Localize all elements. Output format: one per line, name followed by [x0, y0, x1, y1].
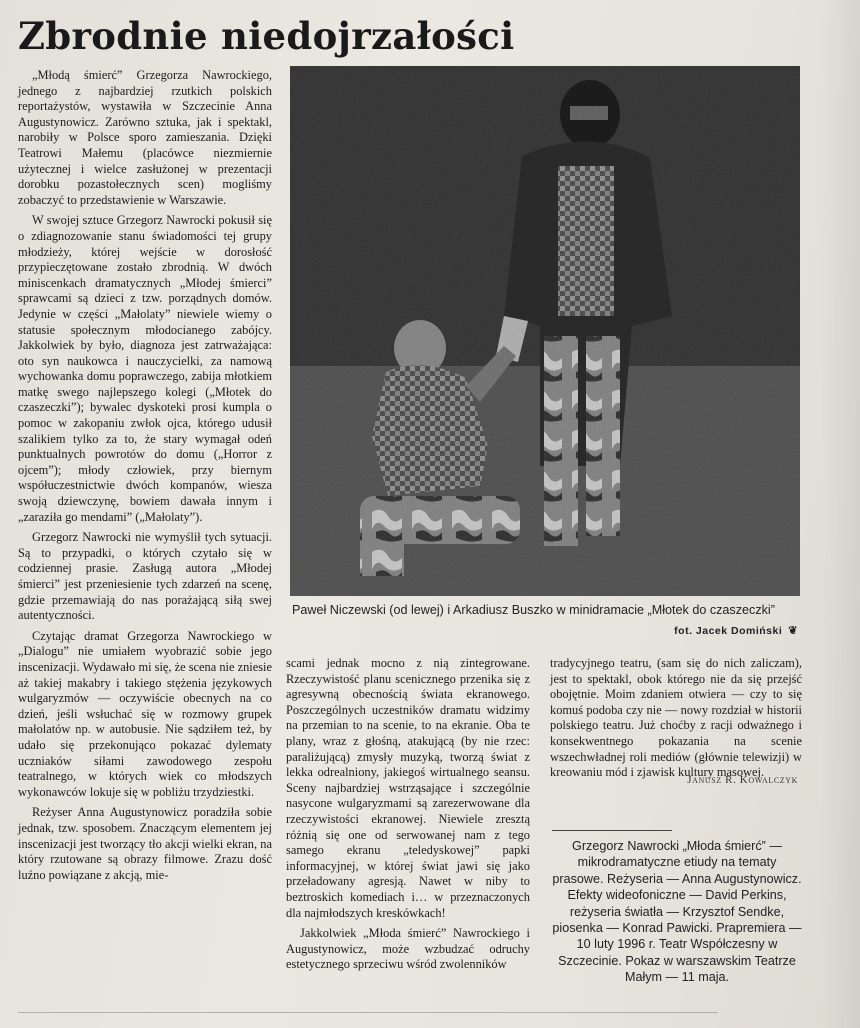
article-column-1 — [18, 68, 272, 883]
divider — [18, 1012, 718, 1013]
photo-credit-text: fot. Jacek Domiński — [674, 625, 783, 637]
production-credits: Grzegorz Nawrocki „Młoda śmierć” — mikrodramatyczne etiudy na tematy prasowe. Reżyseria — Anna Augustynowicz. Efekty wideofoniczne — David Perkins, reżyseria światła — Krzysztof Sendke, piosenka — Konrad Pawicki. Prapremiera — 10 luty 1996 r. Teatr Współczesny w Szczecinie. Pokaz w warszawskim Teatrze Małym — 11 maja. — [552, 839, 802, 985]
article-paragraph: „Młodą śmierć” Grzegorza Nawrockiego, jednego z najbardziej rzutkich polskich reportażystów, wystawiła w Szczecinie Anna Augustynowicz. Zarówno sztuka, jak i spektakl, narobiły w Polsce sporo zamieszania. Dzięki Teatrowi Małemu (placówce niezmiernie użytecznej i wielce zasłużonej w prezentacji dorobku pozastołecznych scen) mogliśmy zobaczyć to przedstawienie w Warszawie. — [18, 68, 272, 207]
stage-photo — [290, 66, 800, 596]
article-paragraph: scami jednak mocno z nią zintegrowane. Rzeczywistość planu scenicznego przenika się z agresywną obecnością świata ekranowego. Poszczególnych uczestników dramatu widzimy na przemian to na scenie, to na ekranie. Oba te plany, wraz z głośną, atakującą (by nie rzec: paraliżującą) zmysły muzyką, tworzą świat z lekka odrealniony, jakiegoś wirtualnego seansu. Sceny najbardziej wstrząsające i szczególnie nasycone wulgaryzmami są zarezerwowane dla rzeczywistości ekranowej. Niewiele zresztą różnią się one od serwowanej nam z tego samego ekranu „teledyskowej” papki informacyjnej, w której świat jawi się jako przeładowany agresją. Nawet w niby to beztroskich komediach i… w przeznaczonych dla najmłodszych kreskówkach! — [286, 656, 530, 920]
article-paragraph: W swojej sztuce Grzegorz Nawrocki pokusił się o zdiagnozowanie stanu świadomości tej grupy młodzieży, której wejście w dorosłość przypieczętowane zostało zbrodnią. W dwóch miniscenkach dramatycznych „Młodej śmierci” sprawcami są dzieci z tzw. porządnych domów. Jedynie w części „Małolaty” niewiele wiemy o statusie społecznym młodocianego zabójcy. Jakkolwiek by było, diagnoza jest zatrważająca: oto syn naukowca i nauczycielki, za namową wychowanka domu poprawczego, zabija młotkiem matkę swego najlepszego kolegi („Młotek do czaszeczki”); bywalec dyskoteki prosi kumpla o pomoc w zakopaniu zwłok ojca, którego udusił szalikiem tylko za to, że stary wymagał odeń punktualnych powrotów do domu („Horror z ojcem”); młody człowiek, przy biernym współuczestnictwie dwóch kompanów, wiesza swoją dziewczynę, bowiem dawała innym i „zaraziła go mendami” („Małolaty”). — [18, 213, 272, 524]
photo-credit — [674, 624, 798, 637]
article-paragraph: Czytając dramat Grzegorza Nawrockiego w „Dialogu” nie umiałem wyobrazić sobie jego inscenizacji. Wydawało mi się, że scena nie zniesie aż takiej makabry i takiego stężenia językowych wulgaryzmów — oczywiście obecnych na co dzień, jeśli wsłuchać się w rozmowy grupek małolatów np. w autobusie. Nie sądziłem też, by udało się przekonująco pokazać dylematy uczniaków siłami zawodowego zespołu teatralnego, w których wiek co młodszych wykonawców lokuje się w pobliżu trzydziestki. — [18, 628, 272, 799]
article-paragraph: tradycyjnego teatru, (sam się do nich zaliczam), jest to spektakl, obok którego nie da się przejść obojętnie. Moim zdaniem otwiera — czy to się komuś podoba czy nie — nowy rozdział w historii polskiego teatru. Już choćby z racji odważnego i konsekwentnego pokazania na scenie wszechwładnej roli mediów (głównie telewizji) w kreowaniu mód i zjawisk kultury masowej. — [550, 656, 802, 780]
article-column-2 — [286, 656, 530, 973]
author-signature: Janusz R. Kowalczyk — [687, 774, 798, 786]
article-paragraph: Grzegorz Nawrocki nie wymyślił tych sytuacji. Są to przypadki, o których czytało się w codziennej prasie. Zasługą autora „Młodej śmierci” jest przeniesienie tych zdarzeń na scenę, gdzie przemawiają do nas porażającą siłą swej autentyczności. — [18, 530, 272, 623]
article-paragraph: Jakkolwiek „Młoda śmierć” Nawrockiego i Augustynowicz, może wzbudzać odruchy estetycznego sprzeciwu wśród zwolenników — [286, 926, 530, 972]
bird-icon: ❦ — [788, 625, 798, 637]
divider — [552, 830, 672, 831]
photo-caption: Paweł Niczewski (od lewej) i Arkadiusz Buszko w minidramacie „Młotek do czaszeczki” — [292, 603, 775, 617]
stage-photo-image — [290, 66, 800, 596]
page-shadow — [820, 0, 860, 1028]
article-title: Zbrodnie niedojrzałości — [18, 14, 515, 58]
article-column-3 — [550, 656, 802, 781]
article-paragraph: Reżyser Anna Augustynowicz poradziła sobie jednak, tzw. sposobem. Znaczącym elementem jej inscenizacji jest tworzący tło akcji wielki ekran, na który rzutowane są obrazy filmowe. Zrazu dość luźno powiązane z akcją, mie- — [18, 805, 272, 882]
